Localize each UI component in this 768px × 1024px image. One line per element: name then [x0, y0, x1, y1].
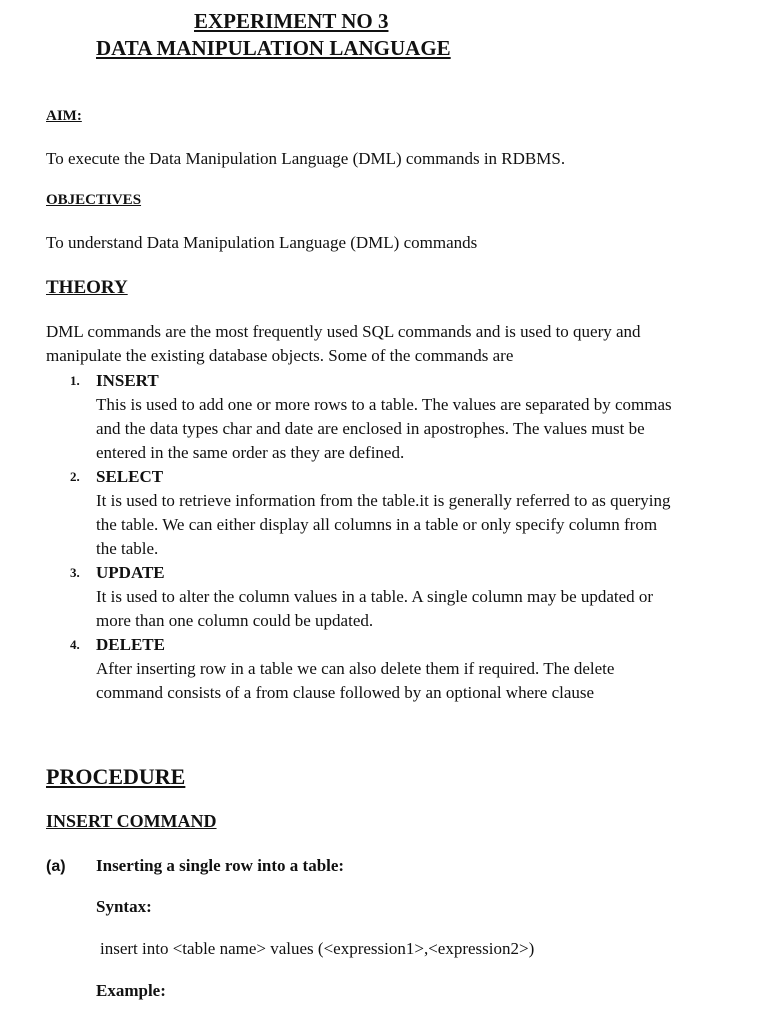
objectives-text: To understand Data Manipulation Language (DML) commands [46, 233, 478, 252]
dml-command-list [70, 369, 680, 729]
title-line-1: EXPERIMENT NO 3 [194, 9, 389, 33]
objectives-heading: OBJECTIVES [46, 192, 142, 208]
procedure-part-a [46, 856, 344, 876]
list-item [70, 633, 680, 729]
list-item-number: 3. [70, 565, 80, 580]
list-item-title: UPDATE [96, 563, 165, 582]
list-item [70, 561, 680, 633]
aim-heading: AIM: [46, 108, 82, 124]
list-item-body: It is used to retrieve information from the table.it is generally referred to as querying the table. We can either display all columns in a table or only specify column from the table. [96, 491, 671, 558]
procedure-heading: PROCEDURE [46, 764, 186, 789]
part-a-label: (a) [46, 858, 66, 875]
list-item-number: 4. [70, 637, 80, 652]
list-item-number: 2. [70, 469, 80, 484]
list-item-body: After inserting row in a table we can also delete them if required. The delete command consists of a from clause followed by an optional where clause [96, 659, 615, 702]
list-item-number: 1. [70, 373, 80, 388]
list-item-title: DELETE [96, 635, 165, 654]
title-line-2: DATA MANIPULATION LANGUAGE [96, 36, 451, 60]
document-title [96, 8, 476, 62]
insert-command-heading: INSERT COMMAND [46, 811, 217, 831]
list-item [70, 369, 680, 465]
syntax-label: Syntax: [96, 897, 152, 916]
syntax-text: insert into <table name> values (<expression1>,<expression2>) [100, 939, 535, 958]
list-item-title: SELECT [96, 467, 164, 486]
part-a-title: Inserting a single row into a table: [96, 856, 345, 875]
list-item-title: INSERT [96, 371, 159, 390]
theory-text: DML commands are the most frequently used SQL commands and is used to query and manipulate the existing database objects. Some of the commands are [46, 322, 641, 365]
theory-heading: THEORY [46, 277, 128, 298]
list-item-body: This is used to add one or more rows to a table. The values are separated by commas and the data types char and date are enclosed in apostrophes. The values must be entered in the same order as they are defined. [96, 395, 672, 462]
example-label: Example: [96, 981, 166, 1000]
list-item [70, 465, 680, 561]
list-item-body: It is used to alter the column values in a table. A single column may be updated or more than one column could be updated. [96, 587, 654, 630]
aim-text: To execute the Data Manipulation Language (DML) commands in RDBMS. [46, 149, 566, 168]
